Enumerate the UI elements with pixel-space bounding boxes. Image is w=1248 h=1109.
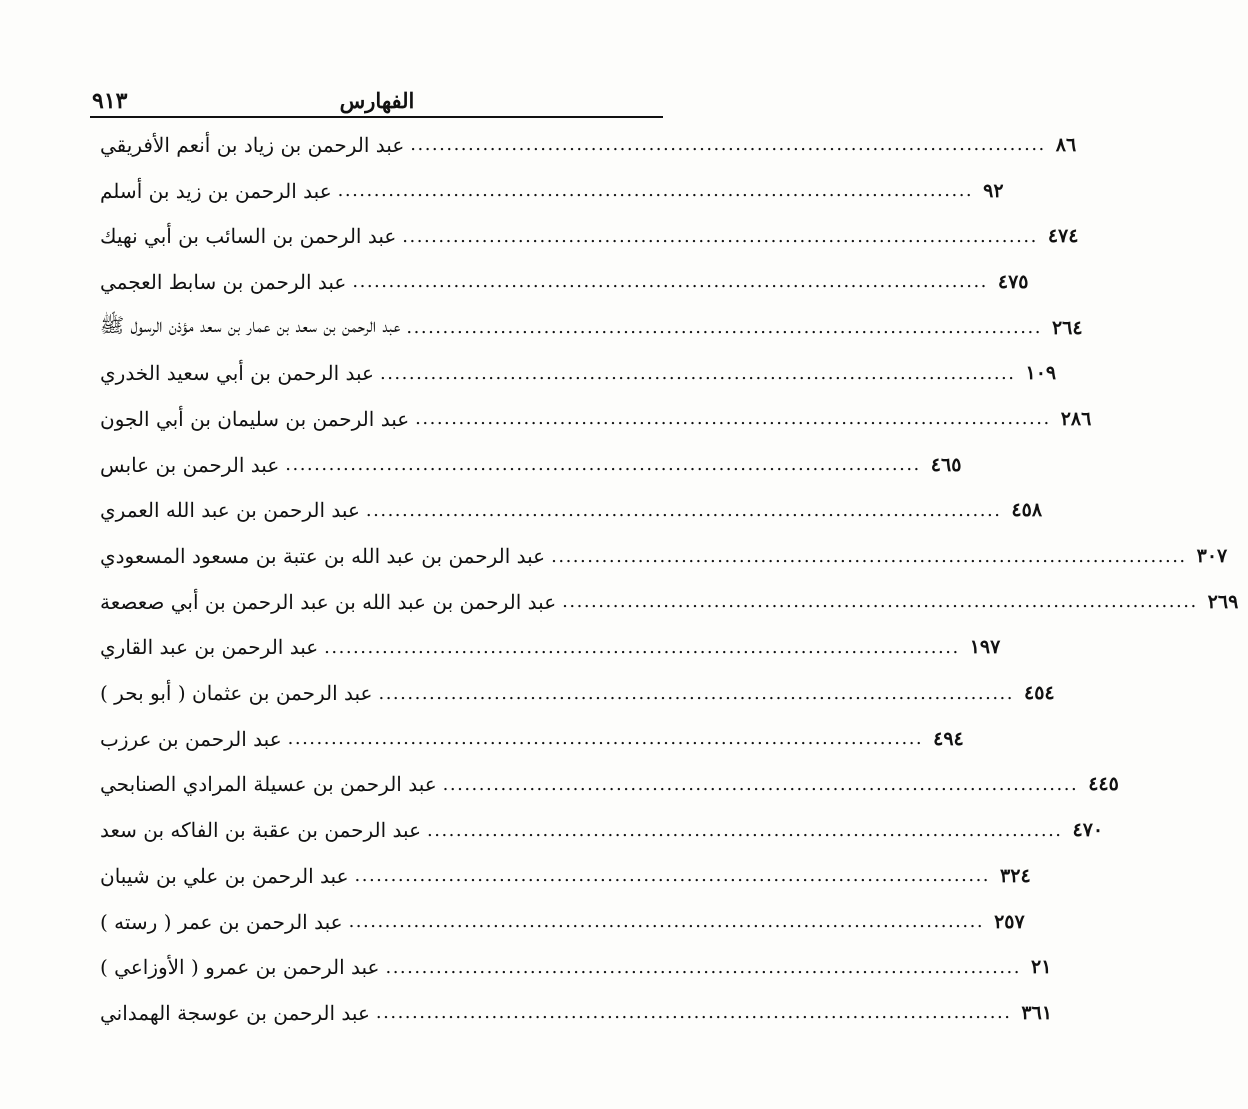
page-number: ٩١٣ bbox=[92, 88, 128, 114]
entry-name: عبد الرحمن بن عثمان ( أبو بحر ) bbox=[100, 681, 373, 706]
entry-name: عبد الرحمن بن سعد بن عمار بن سعد مؤذن الرسول ﷺ bbox=[100, 313, 401, 338]
dot-leader: ........................................................................................ bbox=[324, 636, 960, 658]
index-entry bbox=[100, 853, 1031, 899]
dot-leader: ........................................................................................ bbox=[406, 317, 1042, 339]
index-entry bbox=[100, 762, 1119, 808]
entry-page-number: ٤٥٤ bbox=[1024, 682, 1055, 705]
dot-leader: ........................................................................................ bbox=[415, 408, 1051, 430]
entry-name: عبد الرحمن بن عبد الله بن عتبة بن مسعود المسعودي bbox=[100, 544, 546, 569]
index-entry bbox=[100, 716, 964, 762]
dot-leader: ........................................................................................ bbox=[287, 728, 924, 750]
entry-name: عبد الرحمن بن عبد الله بن عبد الرحمن بن أبي صعصعة bbox=[100, 589, 557, 614]
entry-name: عبد الرحمن بن علي بن شيبان bbox=[100, 863, 349, 888]
entry-page-number: ٤٥٨ bbox=[1011, 499, 1043, 522]
page-header bbox=[92, 86, 662, 118]
index-entries bbox=[100, 122, 1239, 1036]
dot-leader: ........................................................................................ bbox=[352, 271, 988, 293]
index-entry bbox=[100, 944, 1052, 990]
entry-name: عبد الرحمن بن عابس bbox=[100, 452, 280, 477]
entry-name: عبد الرحمن بن عقبة بن الفاكه بن سعد bbox=[100, 818, 421, 843]
dot-leader: ........................................................................................ bbox=[562, 591, 1198, 613]
index-entry bbox=[100, 122, 1077, 168]
entry-page-number: ٣٦١ bbox=[1021, 1001, 1053, 1024]
dot-leader: ........................................................................................ bbox=[442, 773, 1079, 795]
entry-name: عبد الرحمن بن أبي سعيد الخدري bbox=[100, 361, 374, 386]
entry-page-number: ٢٦٤ bbox=[1051, 316, 1083, 339]
running-title: الفهارس bbox=[339, 88, 415, 113]
index-entry bbox=[100, 533, 1228, 579]
entry-name: عبد الرحمن بن زياد بن أنعم الأفريقي bbox=[100, 132, 405, 157]
dot-leader: ........................................................................................ bbox=[427, 819, 1063, 841]
entry-name: عبد الرحمن بن السائب بن أبي نهيك bbox=[100, 224, 397, 249]
entry-page-number: ٣٠٧ bbox=[1196, 545, 1228, 568]
index-entry bbox=[100, 350, 1057, 396]
entry-page-number: ٤٧٤ bbox=[1047, 225, 1079, 248]
entry-name: عبد الرحمن بن عسيلة المرادي الصنابحي bbox=[100, 772, 437, 797]
entry-page-number: ٢٥٧ bbox=[994, 910, 1025, 933]
entry-name: عبد الرحمن بن سابط العجمي bbox=[100, 269, 347, 294]
index-entry bbox=[100, 990, 1053, 1036]
header-rule bbox=[90, 116, 663, 118]
entry-page-number: ١٠٩ bbox=[1025, 362, 1057, 385]
entry-name: عبد الرحمن بن عبد الله العمري bbox=[100, 498, 360, 523]
dot-leader: ........................................................................................ bbox=[285, 454, 921, 476]
entry-name: عبد الرحمن بن سليمان بن أبي الجون bbox=[100, 406, 410, 431]
index-entry bbox=[100, 488, 1043, 534]
entry-name: عبد الرحمن بن عرزب bbox=[100, 726, 282, 751]
entry-page-number: ٩٢ bbox=[983, 179, 1004, 202]
entry-page-number: ٨٦ bbox=[1055, 133, 1077, 156]
index-entry bbox=[100, 670, 1055, 716]
entry-page-number: ٤٧٥ bbox=[997, 270, 1029, 293]
entry-name: عبد الرحمن بن عمرو ( الأوزاعي ) bbox=[100, 955, 380, 980]
entry-name: عبد الرحمن بن عمر ( رسته ) bbox=[100, 909, 343, 934]
dot-leader: ........................................................................................ bbox=[402, 225, 1038, 247]
index-entry bbox=[100, 213, 1079, 259]
entry-page-number: ٢٦٩ bbox=[1207, 590, 1239, 613]
entry-page-number: ٢٨٦ bbox=[1060, 407, 1092, 430]
dot-leader: ........................................................................................ bbox=[378, 682, 1014, 704]
entry-name: عبد الرحمن بن عبد القاري bbox=[100, 635, 319, 660]
dot-leader: ........................................................................................ bbox=[337, 180, 974, 202]
entry-page-number: ٤٩٤ bbox=[933, 727, 964, 750]
entry-page-number: ١٩٧ bbox=[969, 636, 1001, 659]
entry-page-number: ٣٢٤ bbox=[1000, 864, 1031, 887]
index-entry bbox=[100, 579, 1239, 625]
index-entry bbox=[100, 442, 962, 488]
dot-leader: ........................................................................................ bbox=[551, 545, 1187, 567]
index-entry bbox=[100, 168, 1004, 214]
index-entry bbox=[100, 625, 1001, 671]
entry-page-number: ٤٧٠ bbox=[1072, 819, 1104, 842]
index-entry bbox=[100, 899, 1025, 945]
index-entry bbox=[100, 807, 1104, 853]
index-entry bbox=[100, 396, 1092, 442]
entry-page-number: ٢١ bbox=[1031, 956, 1052, 979]
dot-leader: ........................................................................................ bbox=[348, 911, 985, 933]
entry-page-number: ٤٦٥ bbox=[930, 453, 962, 476]
dot-leader: ........................................................................................ bbox=[354, 865, 991, 887]
dot-leader: ........................................................................................ bbox=[410, 134, 1046, 156]
dot-leader: ........................................................................................ bbox=[375, 1002, 1012, 1024]
entry-page-number: ٤٤٥ bbox=[1088, 773, 1119, 796]
dot-leader: ........................................................................................ bbox=[385, 956, 1021, 978]
index-entry bbox=[100, 305, 1083, 351]
dot-leader: ........................................................................................ bbox=[365, 499, 1002, 521]
dot-leader: ........................................................................................ bbox=[379, 362, 1016, 384]
entry-name: عبد الرحمن بن عوسجة الهمداني bbox=[100, 1000, 370, 1025]
index-entry bbox=[100, 259, 1029, 305]
entry-name: عبد الرحمن بن زيد بن أسلم bbox=[100, 178, 332, 203]
